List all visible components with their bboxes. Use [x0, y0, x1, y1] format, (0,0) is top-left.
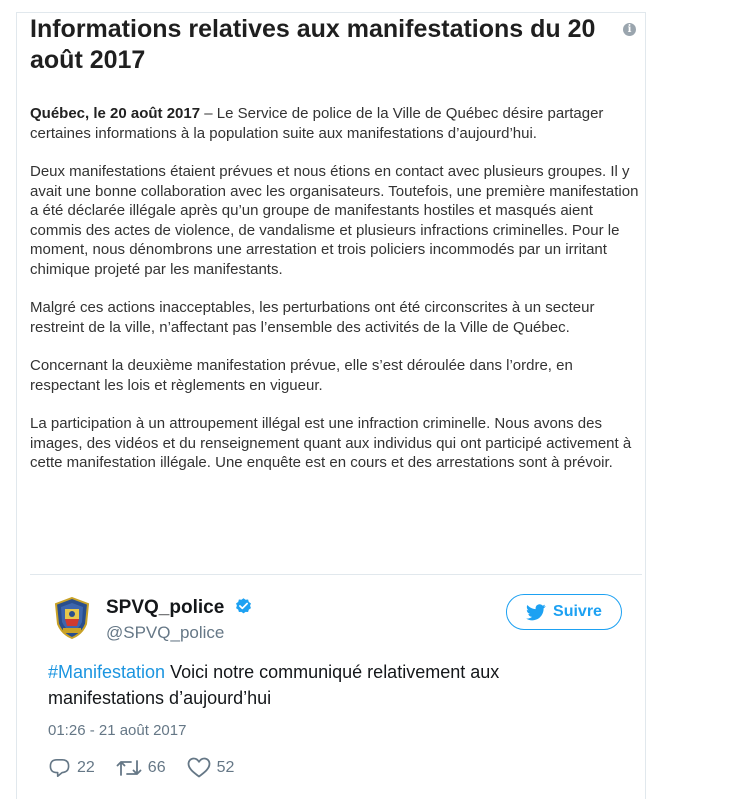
dateline: Québec, le 20 août 2017	[30, 105, 201, 122]
tweet-actions	[48, 757, 234, 778]
like-count: 52	[216, 758, 235, 776]
author-handle[interactable]: @SPVQ_police	[106, 623, 225, 642]
reply-icon	[48, 758, 71, 778]
verified-icon	[234, 597, 253, 616]
tweet-text-rest: Voici notre communiqué relativement aux manifestations d’aujourd’hui	[48, 662, 500, 708]
info-icon[interactable]: i	[623, 23, 636, 36]
retweet-count: 66	[147, 758, 166, 776]
tweet-timestamp[interactable]: 01:26 - 21 août 2017	[48, 722, 187, 739]
author-name[interactable]: SPVQ_police	[106, 597, 225, 618]
press-release	[30, 14, 642, 492]
heart-icon	[187, 757, 211, 778]
avatar[interactable]	[52, 597, 92, 639]
police-badge-avatar	[52, 597, 92, 639]
follow-label: Suivre	[553, 603, 602, 620]
hashtag-link[interactable]: #Manifestation	[48, 662, 166, 682]
retweet-button[interactable]	[116, 758, 166, 778]
reply-count: 22	[77, 758, 95, 776]
paragraph: Deux manifestations étaient prévues et nous étions en contact avec plusieurs groupes. Il y avait une bonne collaboration avec les organisateurs. Toutefois, une première manifestation a été déclarée illégale après qu’un groupe de manifestants hostiles et masqués aient commis des actes de violence, de vandalisme et plusieurs infractions criminelles. Pour le moment, nous dénombrons une arrestation et trois policiers incommodés par un irritant chimique projeté par les manifestants.	[30, 163, 639, 278]
intro-text: – Le Service de police de la Ville de Québec désire partager certaines informations à la population suite aux manifestations d’aujourd’hui.	[30, 105, 604, 142]
retweet-icon	[116, 758, 142, 778]
press-release-title: Informations relatives aux manifestations du 20 août 2017	[30, 15, 596, 74]
twitter-bird-icon	[526, 604, 546, 621]
press-release-body	[30, 104, 642, 473]
divider	[30, 574, 642, 575]
paragraph: Concernant la deuxième manifestation prévue, elle s’est déroulée dans l’ordre, en respectant les lois et règlements en vigueur.	[30, 357, 573, 394]
tweet-text	[48, 659, 608, 711]
follow-button[interactable]	[506, 594, 622, 630]
paragraph: La participation à un attroupement illégal est une infraction criminelle. Nous avons des images, des vidéos et du renseignement quant aux individus qui ont participé activement à cette manifestation illégale. Une enquête est en cours et des arrestations sont à prévoir.	[30, 415, 632, 471]
reply-button[interactable]	[48, 758, 95, 778]
paragraph: Malgré ces actions inacceptables, les perturbations ont été circonscrites à un secteur restreint de la ville, n’affectant pas l’ensemble des activités de la Ville de Québec.	[30, 299, 595, 336]
like-button[interactable]	[187, 757, 235, 778]
intro-paragraph	[30, 104, 642, 143]
